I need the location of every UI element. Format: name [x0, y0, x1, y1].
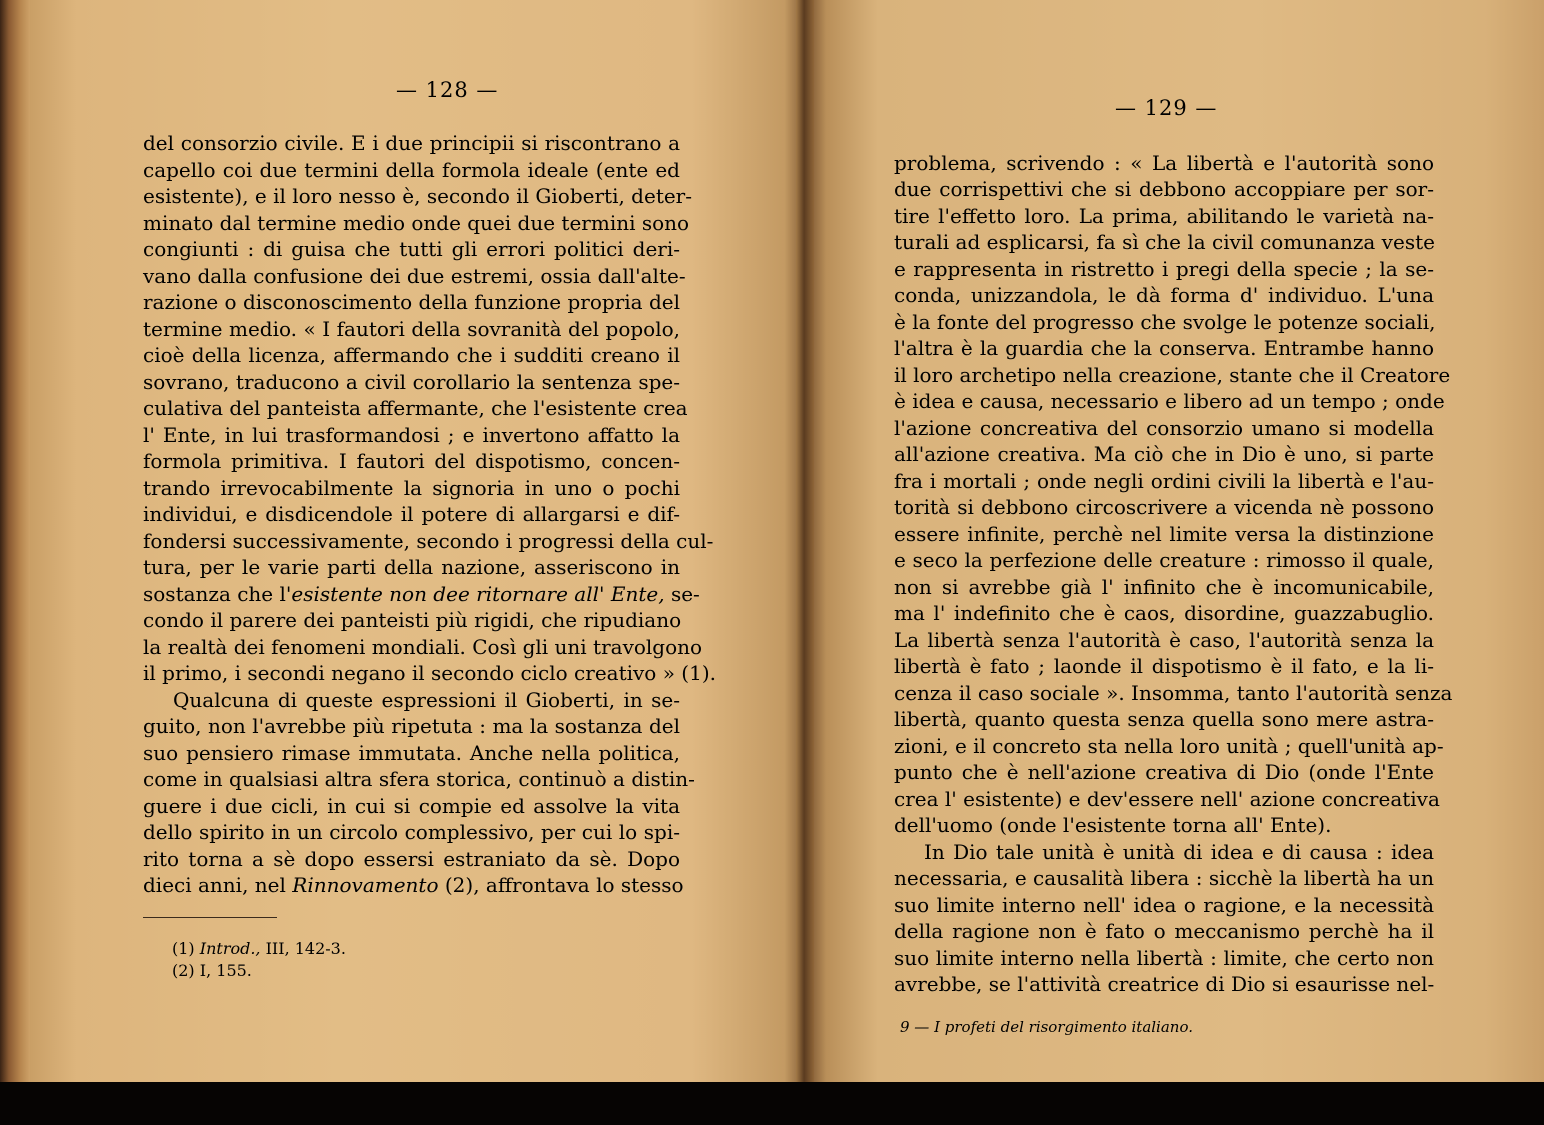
text-line: e seco la perfezione delle creature : rimosso il quale, — [894, 548, 1434, 572]
italic-phrase: esistente non dee ritornare all' Ente, — [291, 582, 665, 606]
text-line: torità si debbono circoscrivere a vicenda nè possono — [894, 495, 1434, 519]
text-line: l' Ente, in lui trasformandosi ; e invertono affatto la — [143, 423, 680, 447]
text-line: conda, unizzandola, le dà forma d' individuo. L'una — [894, 283, 1434, 307]
text-line: problema, scrivendo : « La libertà e l'autorità sono — [894, 151, 1434, 175]
text-segment: se- — [664, 582, 700, 606]
text-line: punto che è nell'azione creativa di Dio (onde l'Ente — [894, 760, 1434, 784]
text-line: del consorzio civile. E i due principii si riscontrano a — [143, 131, 680, 155]
text-segment: sostanza che l' — [143, 582, 292, 606]
text-line: essere infinite, perchè nel limite versa la distinzione — [894, 522, 1434, 546]
printer-signature: 9 — I profeti del risorgimento italiano. — [900, 1018, 1193, 1036]
text-line: come in qualsiasi altra sfera storica, continuò a distin- — [143, 767, 695, 791]
text-line: è idea e causa, necessario e libero ad un tempo ; onde — [894, 389, 1445, 413]
text-line: formola primitiva. I fautori del dispotismo, concen- — [143, 449, 680, 473]
scan-background — [0, 1082, 1544, 1125]
text-line: la realtà dei fenomeni mondiali. Così gli uni travolgono — [143, 635, 703, 659]
footnote-number: (2) — [172, 961, 195, 980]
page-number-left: — 128 — — [396, 78, 499, 102]
text-line: Qualcuna di queste espressioni il Gioberti, in se- — [173, 688, 680, 712]
text-line: ma l' indefinito che è caos, disordine, guazzabuglio. — [894, 601, 1434, 625]
footnote-divider — [143, 917, 277, 918]
text-segment: dieci anni, nel — [143, 873, 293, 897]
text-line: all'azione creativa. Ma ciò che in Dio è uno, si parte — [894, 442, 1434, 466]
text-line: libertà è fato ; laonde il dispotismo è il fato, e la li- — [894, 654, 1434, 678]
text-line: crea l' esistente) e dev'essere nell' azione concreativa — [894, 787, 1440, 811]
text-line: In Dio tale unità è unità di idea e di causa : idea — [924, 840, 1434, 864]
text-line: suo pensiero rimase immutata. Anche nella politica, — [143, 741, 680, 765]
text-line — [143, 872, 684, 898]
text-line: il primo, i secondi negano il secondo ciclo creativo » (1). — [143, 661, 716, 685]
text-line: fra i mortali ; onde negli ordini civili la libertà e l'au- — [894, 469, 1434, 493]
text-line: della ragione non è fato o meccanismo perchè ha il — [894, 919, 1434, 943]
text-line: individui, e disdicendole il potere di allargarsi e dif- — [143, 502, 680, 526]
text-line: capello coi due termini della formola ideale (ente ed — [143, 158, 680, 182]
right-page-text — [808, 0, 1544, 1082]
text-line: vano dalla confusione dei due estremi, ossia dall'alte- — [143, 264, 686, 288]
text-line: congiunti : di guisa che tutti gli errori politici deri- — [143, 237, 680, 261]
text-line: esistente), e il loro nesso è, secondo il Gioberti, deter- — [143, 184, 693, 208]
text-line: l'altra è la guardia che la conserva. Entrambe hanno — [894, 336, 1434, 360]
text-line: razione o disconoscimento della funzione propria del — [143, 290, 680, 314]
text-line: termine medio. « I fautori della sovranità del popolo, — [143, 317, 680, 341]
footnote-italic: Introd., — [199, 939, 261, 958]
footnote-1 — [172, 939, 346, 959]
text-line: fondersi successivamente, secondo i progressi della cul- — [143, 529, 714, 553]
text-line: due corrispettivi che si debbono accoppiare per sor- — [894, 177, 1434, 201]
text-line: libertà, quanto questa senza quella sono mere astra- — [894, 707, 1434, 731]
text-line: dell'uomo (onde l'esistente torna all' Ente). — [894, 813, 1332, 837]
text-line: tire l'effetto loro. La prima, abilitando le varietà na- — [894, 204, 1434, 228]
footnote-2 — [172, 961, 252, 981]
text-line: culativa del panteista affermante, che l'esistente crea — [143, 396, 688, 420]
text-line: zioni, e il concreto sta nella loro unità ; quell'unità ap- — [894, 734, 1444, 758]
text-line: sovrano, traducono a civil corollario la sentenza spe- — [143, 370, 680, 394]
text-segment: (2), affrontava lo stesso — [438, 873, 684, 897]
text-line: turali ad esplicarsi, fa sì che la civil comunanza veste — [894, 230, 1435, 254]
text-line: necessaria, e causalità libera : sicchè la libertà ha un — [894, 866, 1434, 890]
text-line: guere i due cicli, in cui si compie ed assolve la vita — [143, 794, 680, 818]
footnote-text: I, 155. — [199, 961, 252, 980]
text-line — [143, 581, 700, 607]
text-line: l'azione concreativa del consorzio umano si modella — [894, 416, 1434, 440]
text-line: condo il parere dei panteisti più rigidi, che ripudiano — [143, 608, 682, 632]
text-line: non si avrebbe già l' infinito che è incomunicabile, — [894, 575, 1434, 599]
text-line: La libertà senza l'autorità è caso, l'autorità senza la — [894, 628, 1434, 652]
text-line: dello spirito in un circolo complessivo, per cui lo spi- — [143, 820, 680, 844]
footnote-number: (1) — [172, 939, 195, 958]
text-line: tura, per le varie parti della nazione, asseriscono in — [143, 555, 680, 579]
text-line: minato dal termine medio onde quei due termini sono — [143, 211, 690, 235]
text-line: avrebbe, se l'attività creatrice di Dio si esaurisse nel- — [894, 972, 1435, 996]
italic-phrase: Rinnovamento — [292, 873, 439, 897]
text-line: guito, non l'avrebbe più ripetuta : ma la sostanza del — [143, 714, 680, 738]
text-line: e rappresenta in ristretto i pregi della specie ; la se- — [894, 257, 1434, 281]
page-number-right: — 129 — — [1115, 96, 1218, 120]
text-line: rito torna a sè dopo essersi estraniato da sè. Dopo — [143, 847, 680, 871]
text-line: il loro archetipo nella creazione, stante che il Creatore — [894, 363, 1451, 387]
text-line: è la fonte del progresso che svolge le potenze sociali, — [894, 310, 1436, 334]
text-line: suo limite interno nella libertà : limite, che certo non — [894, 946, 1434, 970]
footnote-text: III, 142-3. — [260, 939, 346, 958]
text-line: cioè della licenza, affermando che i sudditi creano il — [143, 343, 680, 367]
text-line: cenza il caso sociale ». Insomma, tanto l'autorità senza — [894, 681, 1453, 705]
text-line: suo limite interno nell' idea o ragione, e la necessità — [894, 893, 1434, 917]
text-line: trando irrevocabilmente la signoria in uno o pochi — [143, 476, 680, 500]
